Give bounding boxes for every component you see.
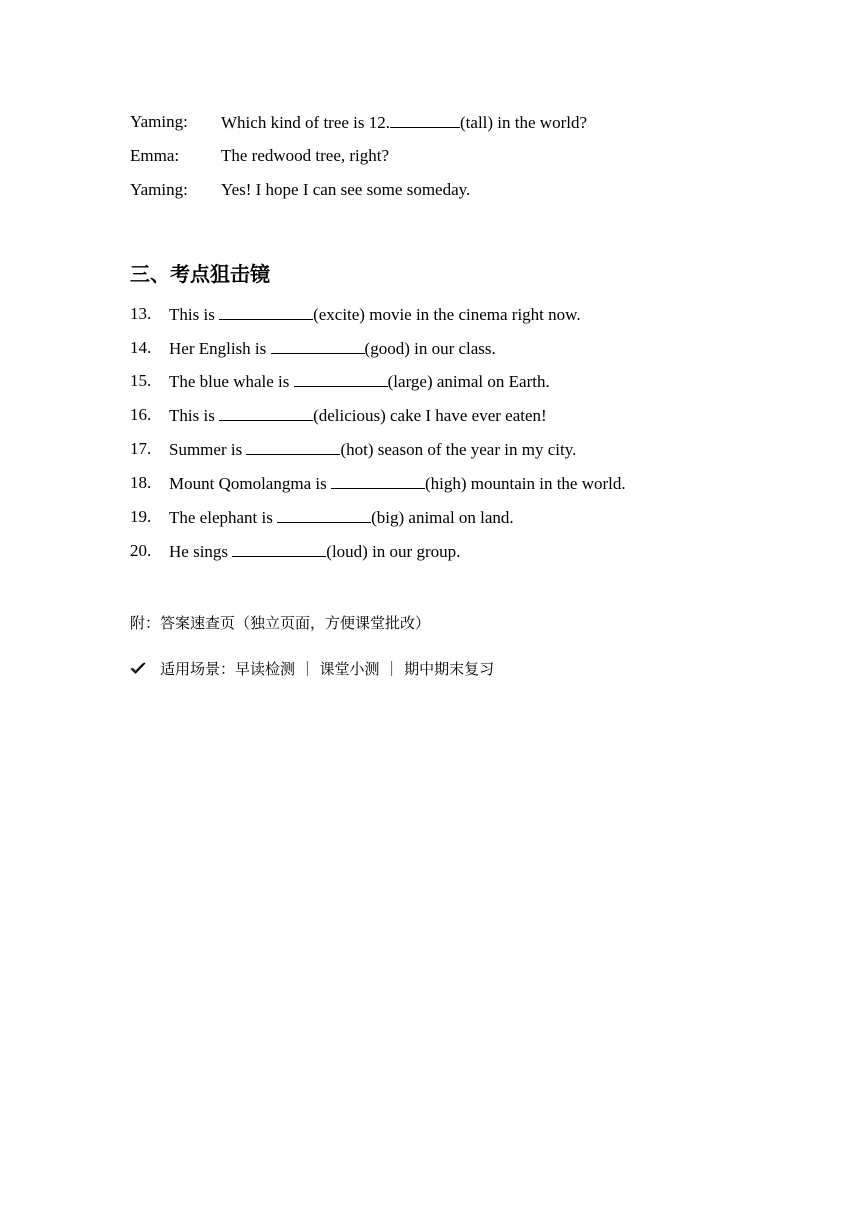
question-text bbox=[169, 371, 550, 392]
answer-blank[interactable] bbox=[219, 304, 313, 320]
answer-blank[interactable] bbox=[246, 439, 340, 455]
question-text-before: This is bbox=[169, 305, 220, 324]
dialogue-speaker: Yaming: bbox=[130, 180, 188, 199]
question-text bbox=[169, 439, 576, 460]
question-number: 16. bbox=[130, 405, 152, 424]
dialogue-text-before: Which kind of tree is 12. bbox=[221, 113, 391, 132]
question-number: 14. bbox=[130, 338, 152, 357]
answer-blank[interactable] bbox=[271, 338, 365, 354]
question-number: 17. bbox=[130, 439, 152, 458]
dialogue-text-after: (tall) in the world? bbox=[460, 113, 588, 132]
question-text bbox=[169, 473, 626, 494]
question-text-before: Her English is bbox=[169, 339, 271, 358]
dialogue-text: Yes! I hope I can see some someday. bbox=[221, 180, 471, 199]
question-text-after: (hot) season of the year in my city. bbox=[340, 440, 577, 459]
question-text bbox=[169, 304, 581, 325]
question-text-before: The blue whale is bbox=[169, 372, 294, 391]
dialogue-speaker: Yaming: bbox=[130, 112, 188, 131]
question-text-before: The elephant is bbox=[169, 508, 278, 527]
question-text-after: (large) animal on Earth. bbox=[387, 372, 550, 391]
question-number: 18. bbox=[130, 473, 152, 492]
checkmark-icon bbox=[130, 661, 146, 675]
question-number: 15. bbox=[130, 371, 152, 390]
answer-blank-12[interactable] bbox=[390, 112, 460, 128]
question-text-after: (loud) in our group. bbox=[326, 542, 461, 561]
question-text-before: He sings bbox=[169, 542, 233, 561]
answer-blank[interactable] bbox=[294, 371, 388, 387]
question-text-before: This is bbox=[169, 406, 220, 425]
question-text bbox=[169, 338, 496, 359]
question-text-after: (delicious) cake I have ever eaten! bbox=[313, 406, 547, 425]
question-text bbox=[169, 541, 460, 562]
question-text bbox=[169, 507, 514, 528]
question-text bbox=[169, 405, 547, 426]
question-number: 13. bbox=[130, 304, 152, 323]
dialogue-text bbox=[221, 112, 587, 133]
question-text-after: (high) mountain in the world. bbox=[424, 474, 626, 493]
usage-scenarios-note bbox=[130, 659, 494, 679]
usage-scenarios-text: 适用场景：早读检测 ｜ 课堂小测 ｜ 期中期末复习 bbox=[160, 660, 495, 678]
section-heading: 三、考点狙击镜 bbox=[130, 262, 270, 286]
answer-blank[interactable] bbox=[219, 405, 313, 421]
question-number: 20. bbox=[130, 541, 152, 560]
answer-blank[interactable] bbox=[232, 541, 326, 557]
answer-blank[interactable] bbox=[331, 473, 425, 489]
dialogue-speaker: Emma: bbox=[130, 146, 180, 165]
question-text-after: (good) in our class. bbox=[364, 339, 496, 358]
answer-blank[interactable] bbox=[277, 507, 371, 523]
question-text-after: (excite) movie in the cinema right now. bbox=[313, 305, 581, 324]
question-text-after: (big) animal on land. bbox=[371, 508, 514, 527]
question-text-before: Summer is bbox=[169, 440, 247, 459]
dialogue-text: The redwood tree, right? bbox=[221, 146, 390, 165]
answer-page-note: 附：答案速查页（独立页面，方便课堂批改） bbox=[130, 614, 431, 632]
question-text-before: Mount Qomolangma is bbox=[169, 474, 331, 493]
question-number: 19. bbox=[130, 507, 152, 526]
